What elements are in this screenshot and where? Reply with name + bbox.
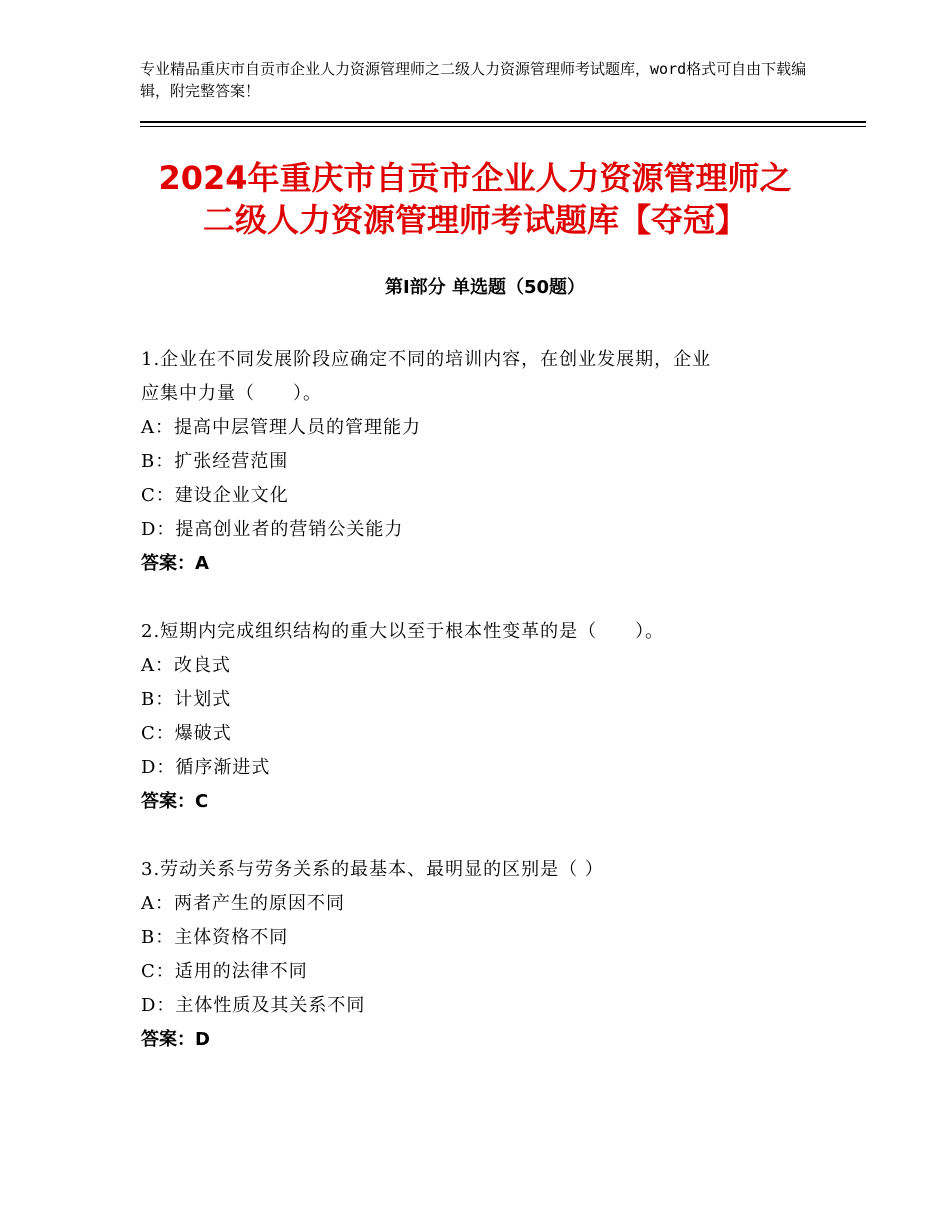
question-list	[141, 343, 821, 1091]
option-b: B：计划式	[141, 689, 232, 710]
answer: 答案：D	[141, 1029, 210, 1050]
question-3	[141, 853, 821, 1057]
option-a: A：提高中层管理人员的管理能力	[141, 417, 421, 438]
document-title	[100, 157, 850, 241]
question-stem: 1.企业在不同发展阶段应确定不同的培训内容，在创业发展期，企业	[141, 349, 712, 370]
option-d: D：主体性质及其关系不同	[141, 995, 366, 1016]
section-heading: 第Ⅰ部分 单选题（50题）	[384, 277, 585, 298]
option-a: A：两者产生的原因不同	[141, 893, 345, 914]
option-c: C：适用的法律不同	[141, 961, 308, 982]
option-b: B：扩张经营范围	[141, 451, 289, 472]
option-a: A：改良式	[141, 655, 231, 676]
option-c: C：建设企业文化	[141, 485, 289, 506]
answer: 答案：C	[141, 791, 209, 812]
question-stem: 3.劳动关系与劳务关系的最基本、最明显的区别是（ ）	[141, 859, 604, 880]
question-stem: 2.短期内完成组织结构的重大以至于根本性变革的是（ ）。	[141, 621, 665, 642]
option-d: D：提高创业者的营销公关能力	[141, 519, 404, 540]
option-b: B：主体资格不同	[141, 927, 289, 948]
header-rule-thin	[140, 126, 866, 127]
title-line-1: 2024年重庆市自贡市企业人力资源管理师之	[158, 159, 792, 197]
question-2	[141, 615, 821, 819]
header-rule-thick	[140, 121, 866, 123]
answer: 答案：A	[141, 553, 209, 574]
title-line-2: 二级人力资源管理师考试题库【夺冠】	[202, 201, 747, 239]
header-note: 专业精品重庆市自贡市企业人力资源管理师之二级人力资源管理师考试题库，word格式可自由下载编辑，附完整答案！	[140, 60, 807, 100]
option-d: D：循序渐进式	[141, 757, 271, 778]
question-1	[141, 343, 821, 581]
question-stem-continued: 应集中力量（ ）。	[141, 383, 322, 404]
option-c: C：爆破式	[141, 723, 232, 744]
